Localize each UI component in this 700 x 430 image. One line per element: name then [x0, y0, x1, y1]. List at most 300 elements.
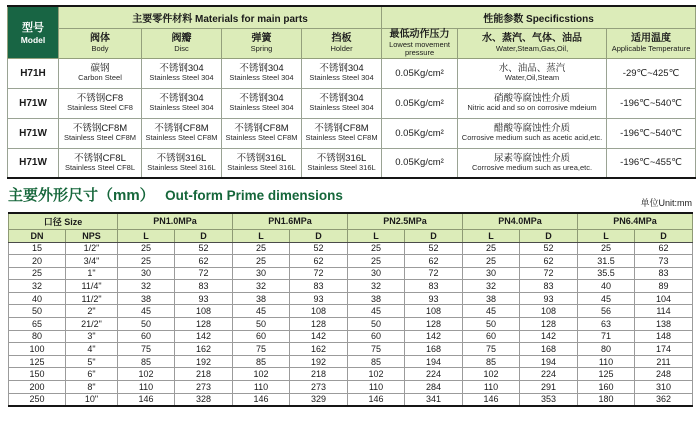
media-header-zh: 水、蒸汽、气体、油品 [482, 32, 583, 44]
dn-value: 65 [9, 318, 66, 331]
dimension-value: 62 [290, 255, 348, 268]
unit-label: 单位Unit:mm [640, 198, 692, 208]
dimension-value: 25 [578, 242, 635, 255]
dimension-value: 32 [463, 280, 520, 293]
dn-value: 40 [9, 292, 66, 305]
dn-value: 15 [9, 242, 66, 255]
pressure-text: 0.05Kg/cm² [395, 67, 444, 79]
dimension-value: 162 [175, 343, 233, 356]
dimensions-table [8, 212, 693, 407]
temperature-column-header [607, 28, 696, 58]
dimension-value: 146 [463, 393, 520, 406]
dimension-value: 25 [118, 255, 175, 268]
dim-header-group-row [9, 213, 693, 229]
dimension-value: 25 [233, 242, 290, 255]
material-en: Stainless Steel 304 [229, 103, 294, 113]
material-en: Stainless Steel 304 [149, 73, 214, 83]
spring-material-cell [222, 88, 302, 118]
dimension-value: 38 [348, 292, 405, 305]
nps-value: 1/2" [66, 242, 118, 255]
dim-row [9, 255, 693, 268]
spring-header-en: Spring [250, 43, 273, 53]
pressure-group-header-pn4.0mpa: PN4.0MPa [463, 213, 578, 229]
media-cell [458, 88, 607, 118]
media-header-en: Water,Steam,Gas,Oil, [495, 43, 569, 53]
dimension-value: 45 [233, 305, 290, 318]
dn-value: 25 [9, 267, 66, 280]
dimension-value: 85 [348, 355, 405, 368]
dimension-value: 284 [405, 381, 463, 394]
dimension-value: 30 [348, 267, 405, 280]
dim-subheader-nps: NPS [66, 229, 118, 242]
dimension-value: 128 [405, 318, 463, 331]
dimension-value: 160 [578, 381, 635, 394]
pressure-group-header-pn6.4mpa: PN6.4MPa [578, 213, 693, 229]
disc-material-cell [142, 88, 222, 118]
dimension-value: 192 [175, 355, 233, 368]
dim-row [9, 305, 693, 318]
dimension-value: 60 [463, 330, 520, 343]
holder-column-header [302, 28, 382, 58]
dimension-value: 329 [290, 393, 348, 406]
dimension-value: 73 [635, 255, 693, 268]
nps-value: 4" [66, 343, 118, 356]
dimension-value: 328 [175, 393, 233, 406]
dimensions-section-title [8, 184, 343, 205]
dimension-value: 128 [290, 318, 348, 331]
model-text: H71W [19, 97, 47, 109]
dimension-value: 353 [520, 393, 578, 406]
nps-value: 6" [66, 368, 118, 381]
body-column-header [59, 28, 142, 58]
body-material-cell [59, 88, 142, 118]
dimension-value: 108 [175, 305, 233, 318]
dimension-value: 32 [118, 280, 175, 293]
dimension-value: 45 [463, 305, 520, 318]
dimension-value: 75 [463, 343, 520, 356]
model-text: H71H [20, 67, 46, 79]
dimension-value: 248 [635, 368, 693, 381]
pressure-group-header-pn1.0mpa: PN1.0MPa [118, 213, 233, 229]
dimension-value: 32 [348, 280, 405, 293]
dimension-value: 52 [175, 242, 233, 255]
dimension-value: 194 [405, 355, 463, 368]
material-en: Stainless Steel 304 [309, 103, 374, 113]
nps-value: 5" [66, 355, 118, 368]
dim-row [9, 292, 693, 305]
temperature-header-en: Applicable Temperature [611, 43, 691, 53]
dim-row [9, 280, 693, 293]
dimension-value: 63 [578, 318, 635, 331]
media-cell [458, 118, 607, 148]
dimension-value: 38 [118, 292, 175, 305]
dimension-value: 110 [578, 355, 635, 368]
dimension-value: 85 [233, 355, 290, 368]
dimension-value: 83 [175, 280, 233, 293]
dn-value: 50 [9, 305, 66, 318]
dim-subheader-l: L [118, 229, 175, 242]
dim-subheader-d: D [290, 229, 348, 242]
dimension-value: 50 [463, 318, 520, 331]
material-zh: 不锈钢CF8M [72, 123, 128, 135]
dimension-value: 128 [520, 318, 578, 331]
material-zh: 不锈钢304 [319, 63, 364, 75]
material-zh: 醋酸等腐蚀性介质 [494, 123, 571, 135]
nps-value: 2" [66, 305, 118, 318]
material-en: Carbon Steel [78, 73, 122, 83]
dimension-value: 102 [348, 368, 405, 381]
material-en: Stainless Steel 316L [147, 163, 216, 172]
dimension-value: 128 [175, 318, 233, 331]
dim-row [9, 242, 693, 255]
model-header-zh: 型号 [22, 22, 44, 35]
material-zh: 碳钢 [90, 63, 110, 75]
model-text: H71W [19, 127, 47, 139]
material-en: Stainless Steel CF8L [64, 163, 136, 172]
dimension-value: 110 [118, 381, 175, 394]
dimension-value: 83 [290, 280, 348, 293]
dimension-value: 102 [463, 368, 520, 381]
temperature-value [607, 148, 696, 178]
dim-subheader-l: L [463, 229, 520, 242]
nps-value: 11/2" [66, 292, 118, 305]
dimension-value: 72 [175, 267, 233, 280]
dimension-value: 146 [233, 393, 290, 406]
dn-value: 20 [9, 255, 66, 268]
dimension-value: 146 [118, 393, 175, 406]
model-header-en: Model [20, 35, 46, 46]
temperature-text: -196℃~540℃ [620, 97, 682, 109]
model-value [8, 58, 59, 88]
dimension-value: 125 [578, 368, 635, 381]
disc-header-zh: 阀瓣 [171, 32, 192, 44]
dim-row [9, 355, 693, 368]
dimension-value: 192 [290, 355, 348, 368]
dimension-value: 25 [348, 255, 405, 268]
dimension-value: 30 [233, 267, 290, 280]
pressure-value [382, 88, 458, 118]
materials-group-header-row [8, 6, 696, 28]
material-zh: 不锈钢304 [319, 93, 364, 105]
dimension-value: 341 [405, 393, 463, 406]
nps-value: 10" [66, 393, 118, 406]
material-zh: 不锈钢CF8L [74, 153, 126, 164]
dimension-value: 148 [635, 330, 693, 343]
pressure-value [382, 148, 458, 178]
temperature-header-zh: 适用温度 [631, 32, 672, 44]
dimension-value: 25 [233, 255, 290, 268]
dimension-value: 71 [578, 330, 635, 343]
material-en: Nitric acid and so on corrosive mdeium [467, 103, 597, 113]
dimension-value: 110 [348, 381, 405, 394]
material-en: Water,Oil,Steam [504, 73, 560, 83]
model-value [8, 148, 59, 178]
pressure-value [382, 58, 458, 88]
dimension-value: 146 [348, 393, 405, 406]
dimension-value: 80 [578, 343, 635, 356]
materials-row [8, 118, 696, 148]
dim-subheader-d: D [635, 229, 693, 242]
dimension-value: 194 [520, 355, 578, 368]
spring-header-zh: 弹簧 [251, 32, 272, 44]
dimension-value: 50 [348, 318, 405, 331]
disc-material-cell [142, 58, 222, 88]
holder-material-cell [302, 148, 382, 178]
dim-subheader-row [9, 229, 693, 242]
material-zh: 不锈钢304 [159, 63, 204, 75]
dimension-value: 75 [118, 343, 175, 356]
dimension-value: 25 [463, 242, 520, 255]
materials-specs-table [7, 5, 696, 179]
dn-value: 32 [9, 280, 66, 293]
spring-material-cell [222, 58, 302, 88]
dimension-value: 30 [463, 267, 520, 280]
dimension-value: 142 [290, 330, 348, 343]
material-zh: 不锈钢CF8M [154, 123, 209, 135]
dimension-value: 224 [405, 368, 463, 381]
media-cell [458, 148, 607, 178]
holder-header-en: Holder [330, 43, 353, 53]
material-zh: 不锈钢CF8M [234, 123, 289, 135]
dimension-value: 108 [290, 305, 348, 318]
spring-material-cell [222, 148, 302, 178]
dimension-value: 31.5 [578, 255, 635, 268]
dimension-value: 168 [405, 343, 463, 356]
dim-subheader-d: D [175, 229, 233, 242]
dimension-value: 291 [520, 381, 578, 394]
temperature-value [607, 58, 696, 88]
materials-subheader-row [8, 28, 696, 58]
dimension-value: 180 [578, 393, 635, 406]
pressure-text: 0.05Kg/cm² [395, 97, 444, 109]
dimensions-title-zh: 主要外形尺寸（mm） [8, 187, 155, 204]
dimension-value: 45 [348, 305, 405, 318]
dimension-value: 218 [290, 368, 348, 381]
dimension-value: 273 [175, 381, 233, 394]
dimension-value: 83 [635, 267, 693, 280]
materials-table-body [8, 58, 696, 178]
dimension-value: 45 [578, 292, 635, 305]
dimension-value: 310 [635, 381, 693, 394]
nps-value: 21/2" [66, 318, 118, 331]
nps-value: 3/4" [66, 255, 118, 268]
dimension-value: 50 [233, 318, 290, 331]
model-column-header [8, 6, 59, 58]
disc-material-cell [142, 118, 222, 148]
pressure-column-header [382, 28, 458, 58]
dimension-value: 40 [578, 280, 635, 293]
dimension-value: 52 [405, 242, 463, 255]
dimension-value: 211 [635, 355, 693, 368]
dim-row [9, 343, 693, 356]
disc-header-en: Disc [174, 43, 189, 53]
dn-value: 80 [9, 330, 66, 343]
dimension-value: 60 [348, 330, 405, 343]
dimension-value: 60 [118, 330, 175, 343]
dimension-value: 32 [233, 280, 290, 293]
body-header-en: Body [91, 43, 109, 53]
dimension-value: 168 [520, 343, 578, 356]
dimension-value: 83 [520, 280, 578, 293]
temperature-value [607, 118, 696, 148]
dimension-value: 85 [463, 355, 520, 368]
specs-group-header: 性能参数 Specificstions [382, 6, 696, 28]
dimension-value: 45 [118, 305, 175, 318]
material-zh: 水、油品、蒸汽 [498, 63, 566, 75]
dimension-value: 25 [118, 242, 175, 255]
dimension-value: 218 [175, 368, 233, 381]
dimension-value: 62 [635, 242, 693, 255]
dimension-value: 104 [635, 292, 693, 305]
holder-header-zh: 挡板 [331, 32, 352, 44]
dimension-value: 85 [118, 355, 175, 368]
model-text: H71W [19, 157, 47, 169]
dn-value: 125 [9, 355, 66, 368]
dimension-value: 75 [348, 343, 405, 356]
body-header-zh: 阀体 [90, 32, 110, 44]
body-material-cell [59, 118, 142, 148]
material-en: Stainless Steel 304 [229, 73, 294, 83]
size-group-header: 口径 Size [9, 213, 118, 229]
spring-column-header [222, 28, 302, 58]
material-zh: 不锈钢CF8M [314, 123, 369, 135]
dimension-value: 62 [405, 255, 463, 268]
temperature-text: -196℃~455℃ [620, 157, 682, 169]
dimension-value: 52 [520, 242, 578, 255]
dimension-value: 174 [635, 343, 693, 356]
dimension-value: 142 [175, 330, 233, 343]
dimension-value: 83 [405, 280, 463, 293]
dimension-value: 89 [635, 280, 693, 293]
dimension-value: 114 [635, 305, 693, 318]
dim-subheader-d: D [405, 229, 463, 242]
media-cell [458, 58, 607, 88]
dimension-value: 224 [520, 368, 578, 381]
temperature-text: -196℃~540℃ [620, 127, 682, 139]
model-value [8, 118, 59, 148]
dimension-value: 75 [233, 343, 290, 356]
materials-group-header: 主要零件材料 Materials for main parts [59, 6, 382, 28]
dimension-value: 273 [290, 381, 348, 394]
holder-material-cell [302, 118, 382, 148]
dn-value: 200 [9, 381, 66, 394]
dim-subheader-l: L [578, 229, 635, 242]
material-en: Stainless Steel CF8M [145, 133, 218, 143]
material-zh: 不锈钢316L [236, 153, 287, 164]
material-zh: 不锈钢304 [159, 93, 204, 105]
holder-material-cell [302, 88, 382, 118]
holder-material-cell [302, 58, 382, 88]
dimension-value: 50 [118, 318, 175, 331]
dimensions-table-body [9, 242, 693, 406]
pressure-text: 0.05Kg/cm² [395, 127, 444, 139]
dimension-value: 93 [520, 292, 578, 305]
dim-row [9, 368, 693, 381]
dimension-value: 93 [290, 292, 348, 305]
dimension-value: 30 [118, 267, 175, 280]
dimension-value: 93 [405, 292, 463, 305]
dimension-value: 102 [233, 368, 290, 381]
model-value [8, 88, 59, 118]
dimension-value: 62 [175, 255, 233, 268]
dimensions-table-head [9, 213, 693, 242]
dimension-value: 102 [118, 368, 175, 381]
dimension-value: 108 [405, 305, 463, 318]
material-en: Stainless Steel 316L [307, 163, 376, 172]
material-en: Corrosive medium such as urea,etc. [472, 163, 593, 172]
dn-value: 100 [9, 343, 66, 356]
dim-subheader-d: D [520, 229, 578, 242]
pressure-text: 0.05Kg/cm² [395, 157, 444, 169]
material-zh: 不锈钢CF8 [76, 93, 124, 105]
dn-value: 150 [9, 368, 66, 381]
dim-row [9, 318, 693, 331]
dimension-value: 25 [348, 242, 405, 255]
material-zh: 硝酸等腐蚀性介质 [494, 93, 571, 105]
dimension-value: 108 [520, 305, 578, 318]
material-en: Stainless Steel 316L [227, 163, 296, 172]
dimension-value: 142 [520, 330, 578, 343]
material-en: Stainless Steel CF8M [63, 133, 137, 143]
dim-subheader-dn: DN [9, 229, 66, 242]
dimension-value: 72 [290, 267, 348, 280]
dimension-value: 93 [175, 292, 233, 305]
pressure-header-zh: 最低动作压力 [389, 28, 450, 40]
materials-row [8, 148, 696, 178]
dimension-value: 110 [233, 381, 290, 394]
dim-subheader-l: L [348, 229, 405, 242]
dimension-value: 60 [233, 330, 290, 343]
material-zh: 尿素等腐蚀性介质 [494, 153, 571, 164]
temperature-value [607, 88, 696, 118]
media-column-header [458, 28, 607, 58]
nps-value: 11/4" [66, 280, 118, 293]
pressure-header-en: Lowest movement pressure [389, 39, 450, 57]
dimension-value: 56 [578, 305, 635, 318]
dimension-value: 62 [520, 255, 578, 268]
nps-value: 3" [66, 330, 118, 343]
dimension-value: 25 [463, 255, 520, 268]
materials-row [8, 88, 696, 118]
dim-subheader-l: L [233, 229, 290, 242]
dim-row [9, 267, 693, 280]
dim-row [9, 393, 693, 406]
dimension-value: 162 [290, 343, 348, 356]
dimension-value: 110 [463, 381, 520, 394]
dimension-value: 35.5 [578, 267, 635, 280]
material-en: Corrosive medium such as acetic acid,etc. [461, 133, 603, 143]
pressure-value [382, 118, 458, 148]
dimension-value: 142 [405, 330, 463, 343]
body-material-cell [59, 58, 142, 88]
dimension-value: 38 [463, 292, 520, 305]
dim-row [9, 381, 693, 394]
material-en: Stainless Steel CF8M [305, 133, 378, 143]
body-material-cell [59, 148, 142, 178]
spring-material-cell [222, 118, 302, 148]
dim-row [9, 330, 693, 343]
dimension-value: 52 [290, 242, 348, 255]
dimension-value: 38 [233, 292, 290, 305]
disc-material-cell [142, 148, 222, 178]
material-en: Stainless Steel CF8 [67, 103, 133, 113]
dimensions-title-en: Out-form Prime dimensions [165, 188, 343, 203]
dimension-value: 138 [635, 318, 693, 331]
material-en: Stainless Steel CF8M [225, 133, 298, 143]
dn-value: 250 [9, 393, 66, 406]
pressure-group-header-pn1.6mpa: PN1.6MPa [233, 213, 348, 229]
pressure-group-header-pn2.5mpa: PN2.5MPa [348, 213, 463, 229]
